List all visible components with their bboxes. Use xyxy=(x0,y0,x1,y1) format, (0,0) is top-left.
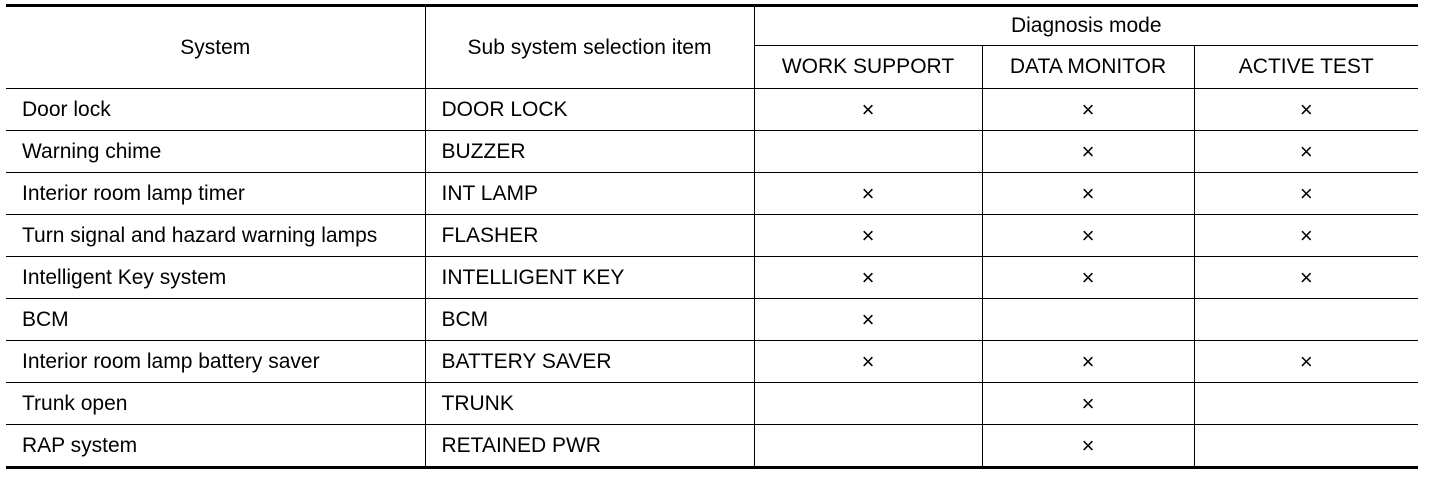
sub-system-cell: INT LAMP xyxy=(425,173,754,215)
system-cell: Interior room lamp battery saver xyxy=(6,341,425,383)
active-test-mark: × xyxy=(1194,257,1418,299)
active-test-mark xyxy=(1194,299,1418,341)
system-cell: Door lock xyxy=(6,89,425,131)
table-row xyxy=(6,425,1418,468)
table-row xyxy=(6,257,1418,299)
system-cell: Intelligent Key system xyxy=(6,257,425,299)
system-cell: RAP system xyxy=(6,425,425,468)
data-monitor-mark: × xyxy=(982,257,1194,299)
data-monitor-mark: × xyxy=(982,89,1194,131)
active-test-mark: × xyxy=(1194,89,1418,131)
sub-system-cell: INTELLIGENT KEY xyxy=(425,257,754,299)
system-cell: Turn signal and hazard warning lamps xyxy=(6,215,425,257)
active-test-column-header: ACTIVE TEST xyxy=(1194,46,1418,89)
work-support-mark: × xyxy=(754,215,982,257)
table-row xyxy=(6,299,1418,341)
data-monitor-column-header: DATA MONITOR xyxy=(982,46,1194,89)
data-monitor-mark: × xyxy=(982,173,1194,215)
data-monitor-mark: × xyxy=(982,131,1194,173)
work-support-mark: × xyxy=(754,173,982,215)
system-cell: Trunk open xyxy=(6,383,425,425)
work-support-mark: × xyxy=(754,299,982,341)
work-support-mark: × xyxy=(754,341,982,383)
system-column-header: System xyxy=(6,6,425,89)
sub-system-cell: FLASHER xyxy=(425,215,754,257)
diagnosis-mode-header: Diagnosis mode xyxy=(754,6,1418,46)
active-test-mark: × xyxy=(1194,173,1418,215)
table-row xyxy=(6,173,1418,215)
table-row xyxy=(6,383,1418,425)
work-support-mark xyxy=(754,383,982,425)
data-monitor-mark xyxy=(982,299,1194,341)
data-monitor-mark: × xyxy=(982,383,1194,425)
table-row xyxy=(6,215,1418,257)
data-monitor-mark: × xyxy=(982,425,1194,468)
active-test-mark: × xyxy=(1194,215,1418,257)
sub-system-cell: BUZZER xyxy=(425,131,754,173)
data-monitor-mark: × xyxy=(982,341,1194,383)
table-row xyxy=(6,341,1418,383)
work-support-mark xyxy=(754,131,982,173)
sub-system-cell: TRUNK xyxy=(425,383,754,425)
work-support-column-header: WORK SUPPORT xyxy=(754,46,982,89)
sub-system-cell: BCM xyxy=(425,299,754,341)
active-test-mark xyxy=(1194,425,1418,468)
sub-system-cell: DOOR LOCK xyxy=(425,89,754,131)
sub-system-column-header: Sub system selection item xyxy=(425,6,754,89)
sub-system-cell: BATTERY SAVER xyxy=(425,341,754,383)
header-row xyxy=(6,6,1418,46)
system-cell: BCM xyxy=(6,299,425,341)
active-test-mark: × xyxy=(1194,341,1418,383)
system-cell: Interior room lamp timer xyxy=(6,173,425,215)
sub-system-cell: RETAINED PWR xyxy=(425,425,754,468)
table-row xyxy=(6,89,1418,131)
system-cell: Warning chime xyxy=(6,131,425,173)
work-support-mark xyxy=(754,425,982,468)
table-row xyxy=(6,131,1418,173)
diagnosis-mode-table xyxy=(6,4,1418,469)
data-monitor-mark: × xyxy=(982,215,1194,257)
work-support-mark: × xyxy=(754,257,982,299)
work-support-mark: × xyxy=(754,89,982,131)
active-test-mark xyxy=(1194,383,1418,425)
active-test-mark: × xyxy=(1194,131,1418,173)
